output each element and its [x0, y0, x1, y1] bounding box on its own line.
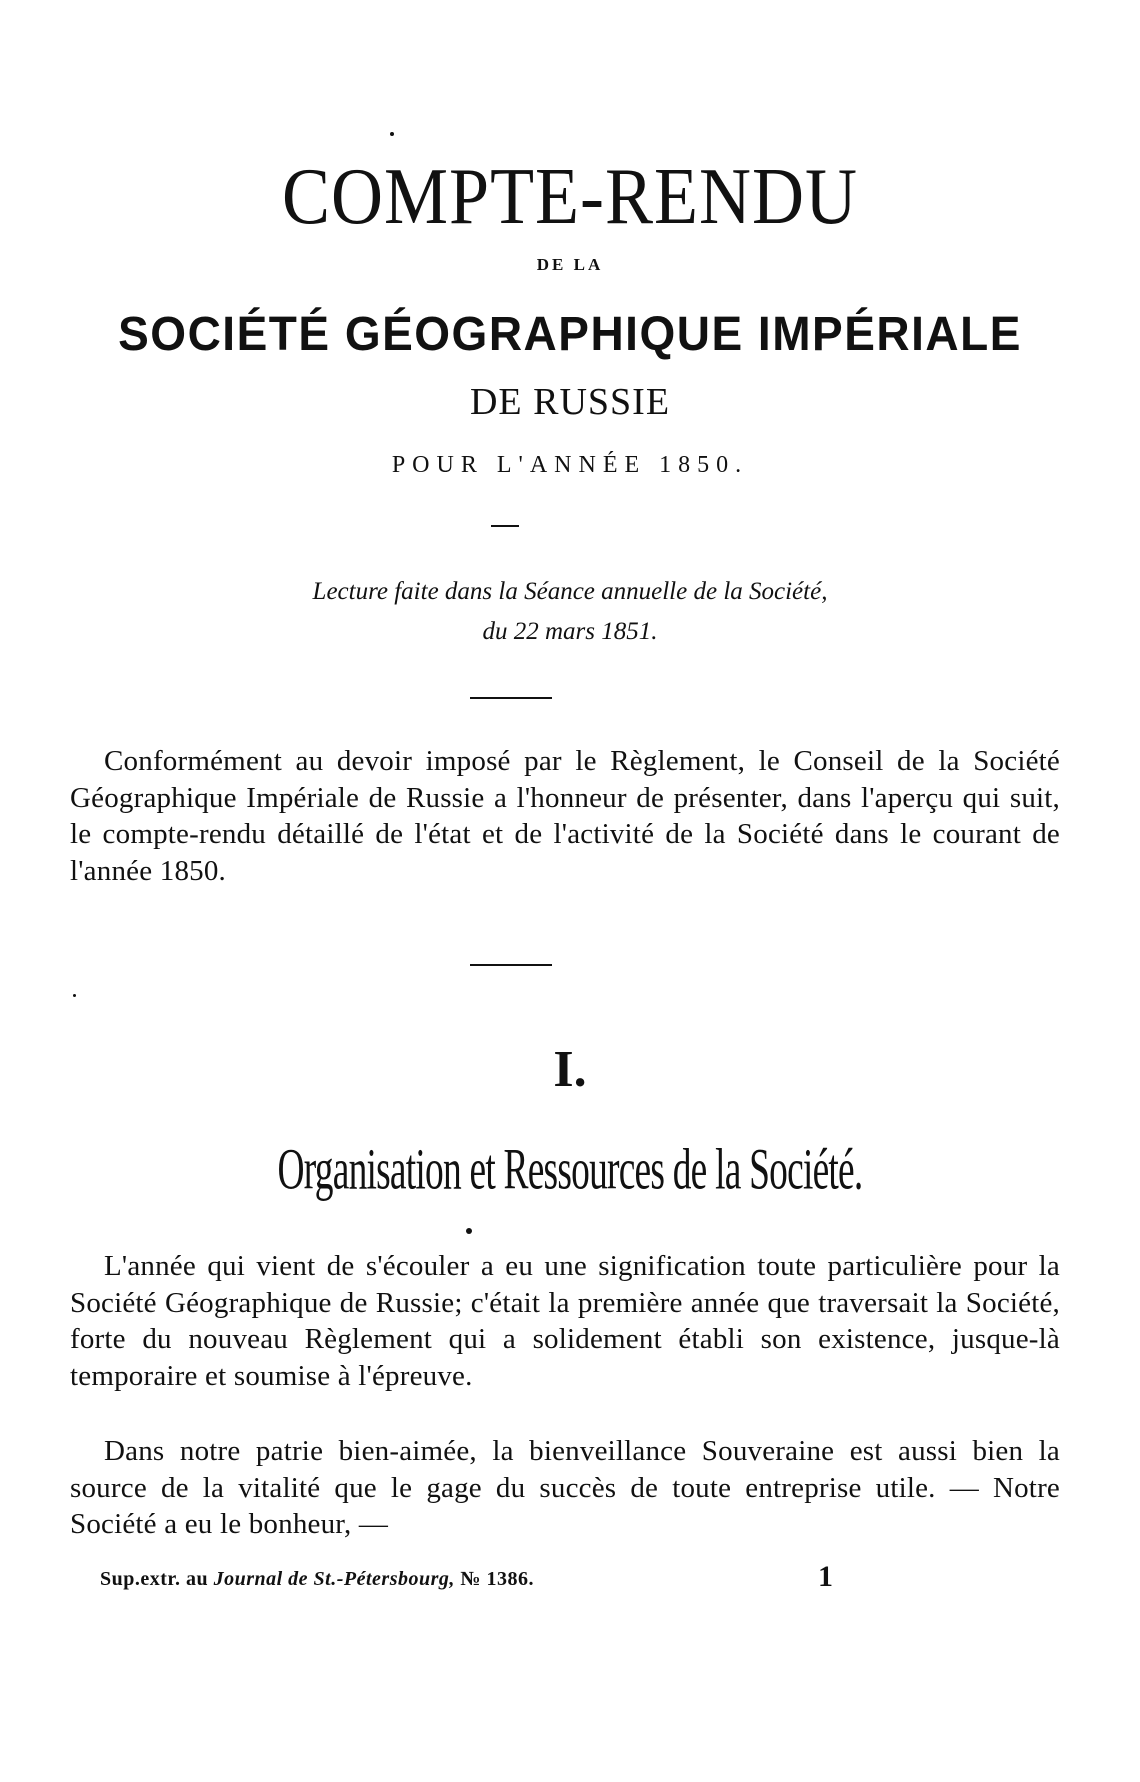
title-connector: DE LA [536, 255, 604, 274]
ink-speck [390, 132, 394, 136]
lecture-line-1: Lecture faite dans la Séance annuelle de la Société, [312, 578, 828, 605]
footer-citation [100, 1568, 534, 1591]
lecture-note [0, 572, 1140, 652]
section-title: Organisation et Ressources de la Société. [277, 1137, 863, 1202]
document-title: COMPTE-RENDU [281, 151, 858, 241]
ink-speck [466, 1228, 472, 1234]
divider-rule [491, 525, 519, 527]
lecture-line-2: du 22 mars 1851. [482, 618, 658, 645]
divider-rule [470, 964, 552, 966]
year-line: POUR L'ANNÉE 1850. [391, 452, 749, 478]
ink-speck [73, 994, 76, 997]
society-country: DE RUSSIE [469, 381, 671, 423]
footer-issue: № 1386. [460, 1568, 534, 1590]
body-paragraph: Dans notre patrie bien-aimée, la bienveillance Souveraine est aussi bien la source de la vitalité que le gage du succès de toute entreprise utile. — Notre Société a eu le bonheur, — [70, 1435, 1060, 1540]
divider-rule [470, 697, 552, 699]
section-number: I. [553, 1041, 587, 1098]
body-paragraph: L'année qui vient de s'écouler a eu une signification toute particulière pour la Société Géographique de Russie; c'était la première année que traversait la Société, forte du nouveau Règlement qui a solidement établi son existence, jusque-là temporaire et soumise à l'épreuve. [70, 1250, 1060, 1392]
intro-paragraph: Conformément au devoir imposé par le Règlement, le Conseil de la Société Géographique Impériale de Russie a l'honneur de présenter, dans l'aperçu qui suit, le compte-rendu détaillé de l'état et de l'activité de la Société dans le courant de l'année 1850. [70, 745, 1060, 887]
footer-prefix: Sup.extr. au [100, 1568, 209, 1590]
society-name: SOCIÉTÉ GÉOGRAPHIQUE IMPÉRIALE [118, 306, 1022, 361]
footer-journal: Journal de St.-Pétersbourg, [213, 1568, 455, 1590]
page-number: 1 [818, 1560, 833, 1593]
